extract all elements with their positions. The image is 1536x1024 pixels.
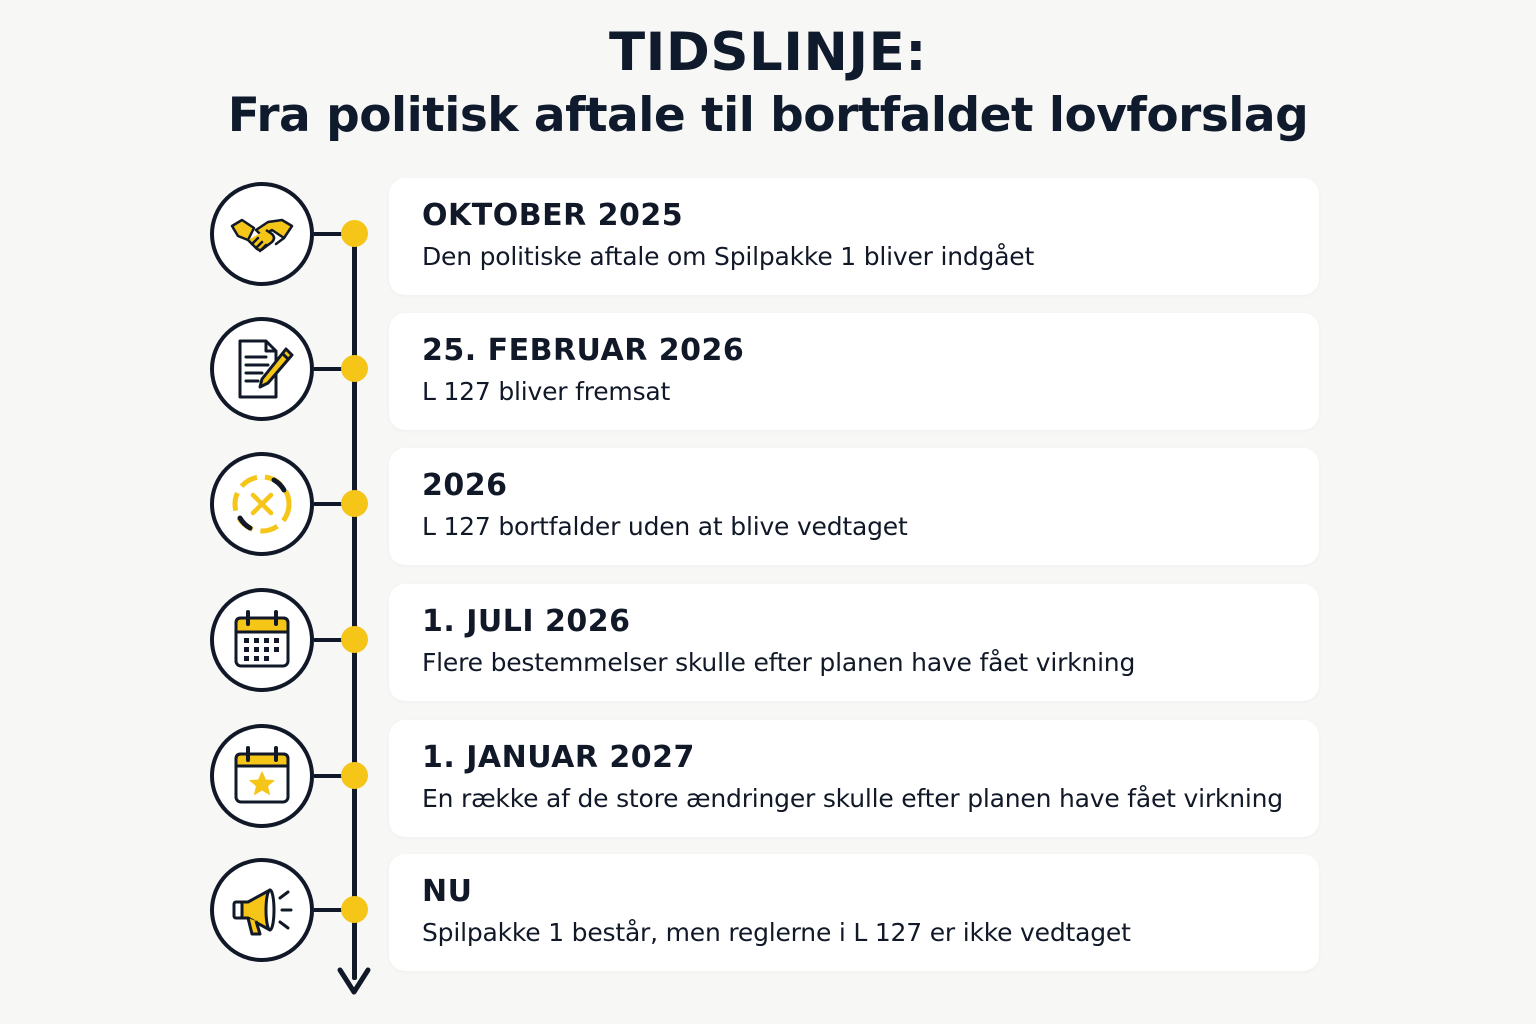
timeline-dot bbox=[341, 896, 368, 923]
event-card bbox=[389, 720, 1319, 837]
event-date: 1. JULI 2026 bbox=[422, 604, 631, 639]
timeline-event bbox=[0, 448, 1536, 568]
event-date: OKTOBER 2025 bbox=[422, 198, 684, 233]
timeline-dot bbox=[341, 762, 368, 789]
event-description: L 127 bliver fremsat bbox=[422, 377, 671, 406]
timeline-event bbox=[0, 720, 1536, 840]
event-description: En række af de store ændringer skulle efter planen have fået virkning bbox=[422, 784, 1283, 813]
timeline-event bbox=[0, 584, 1536, 704]
calendar-icon bbox=[210, 588, 314, 692]
document-pen-icon bbox=[210, 317, 314, 421]
event-description: Den politiske aftale om Spilpakke 1 bliver indgået bbox=[422, 242, 1035, 271]
timeline-event bbox=[0, 854, 1536, 974]
timeline-dot bbox=[341, 220, 368, 247]
cancel-x-icon bbox=[210, 452, 314, 556]
event-card bbox=[389, 854, 1319, 971]
handshake-icon bbox=[210, 182, 314, 286]
event-date: 2026 bbox=[422, 468, 508, 503]
event-date: NU bbox=[422, 874, 473, 909]
event-date: 25. FEBRUAR 2026 bbox=[422, 333, 745, 368]
timeline-dot bbox=[341, 626, 368, 653]
event-description: Flere bestemmelser skulle efter planen have fået virkning bbox=[422, 648, 1136, 677]
event-card bbox=[389, 178, 1319, 295]
page-subtitle: Fra politisk aftale til bortfaldet lovforslag bbox=[227, 88, 1309, 143]
timeline-dot bbox=[341, 355, 368, 382]
timeline-dot bbox=[341, 490, 368, 517]
event-card bbox=[389, 313, 1319, 430]
event-card bbox=[389, 448, 1319, 565]
timeline-event bbox=[0, 313, 1536, 433]
event-description: L 127 bortfalder uden at blive vedtaget bbox=[422, 512, 908, 541]
calendar-star-icon bbox=[210, 724, 314, 828]
event-card bbox=[389, 584, 1319, 701]
megaphone-icon bbox=[210, 858, 314, 962]
page-title: TIDSLINJE: bbox=[608, 22, 927, 83]
event-date: 1. JANUAR 2027 bbox=[422, 740, 695, 775]
timeline-event bbox=[0, 178, 1536, 298]
event-description: Spilpakke 1 består, men reglerne i L 127 er ikke vedtaget bbox=[422, 918, 1131, 947]
